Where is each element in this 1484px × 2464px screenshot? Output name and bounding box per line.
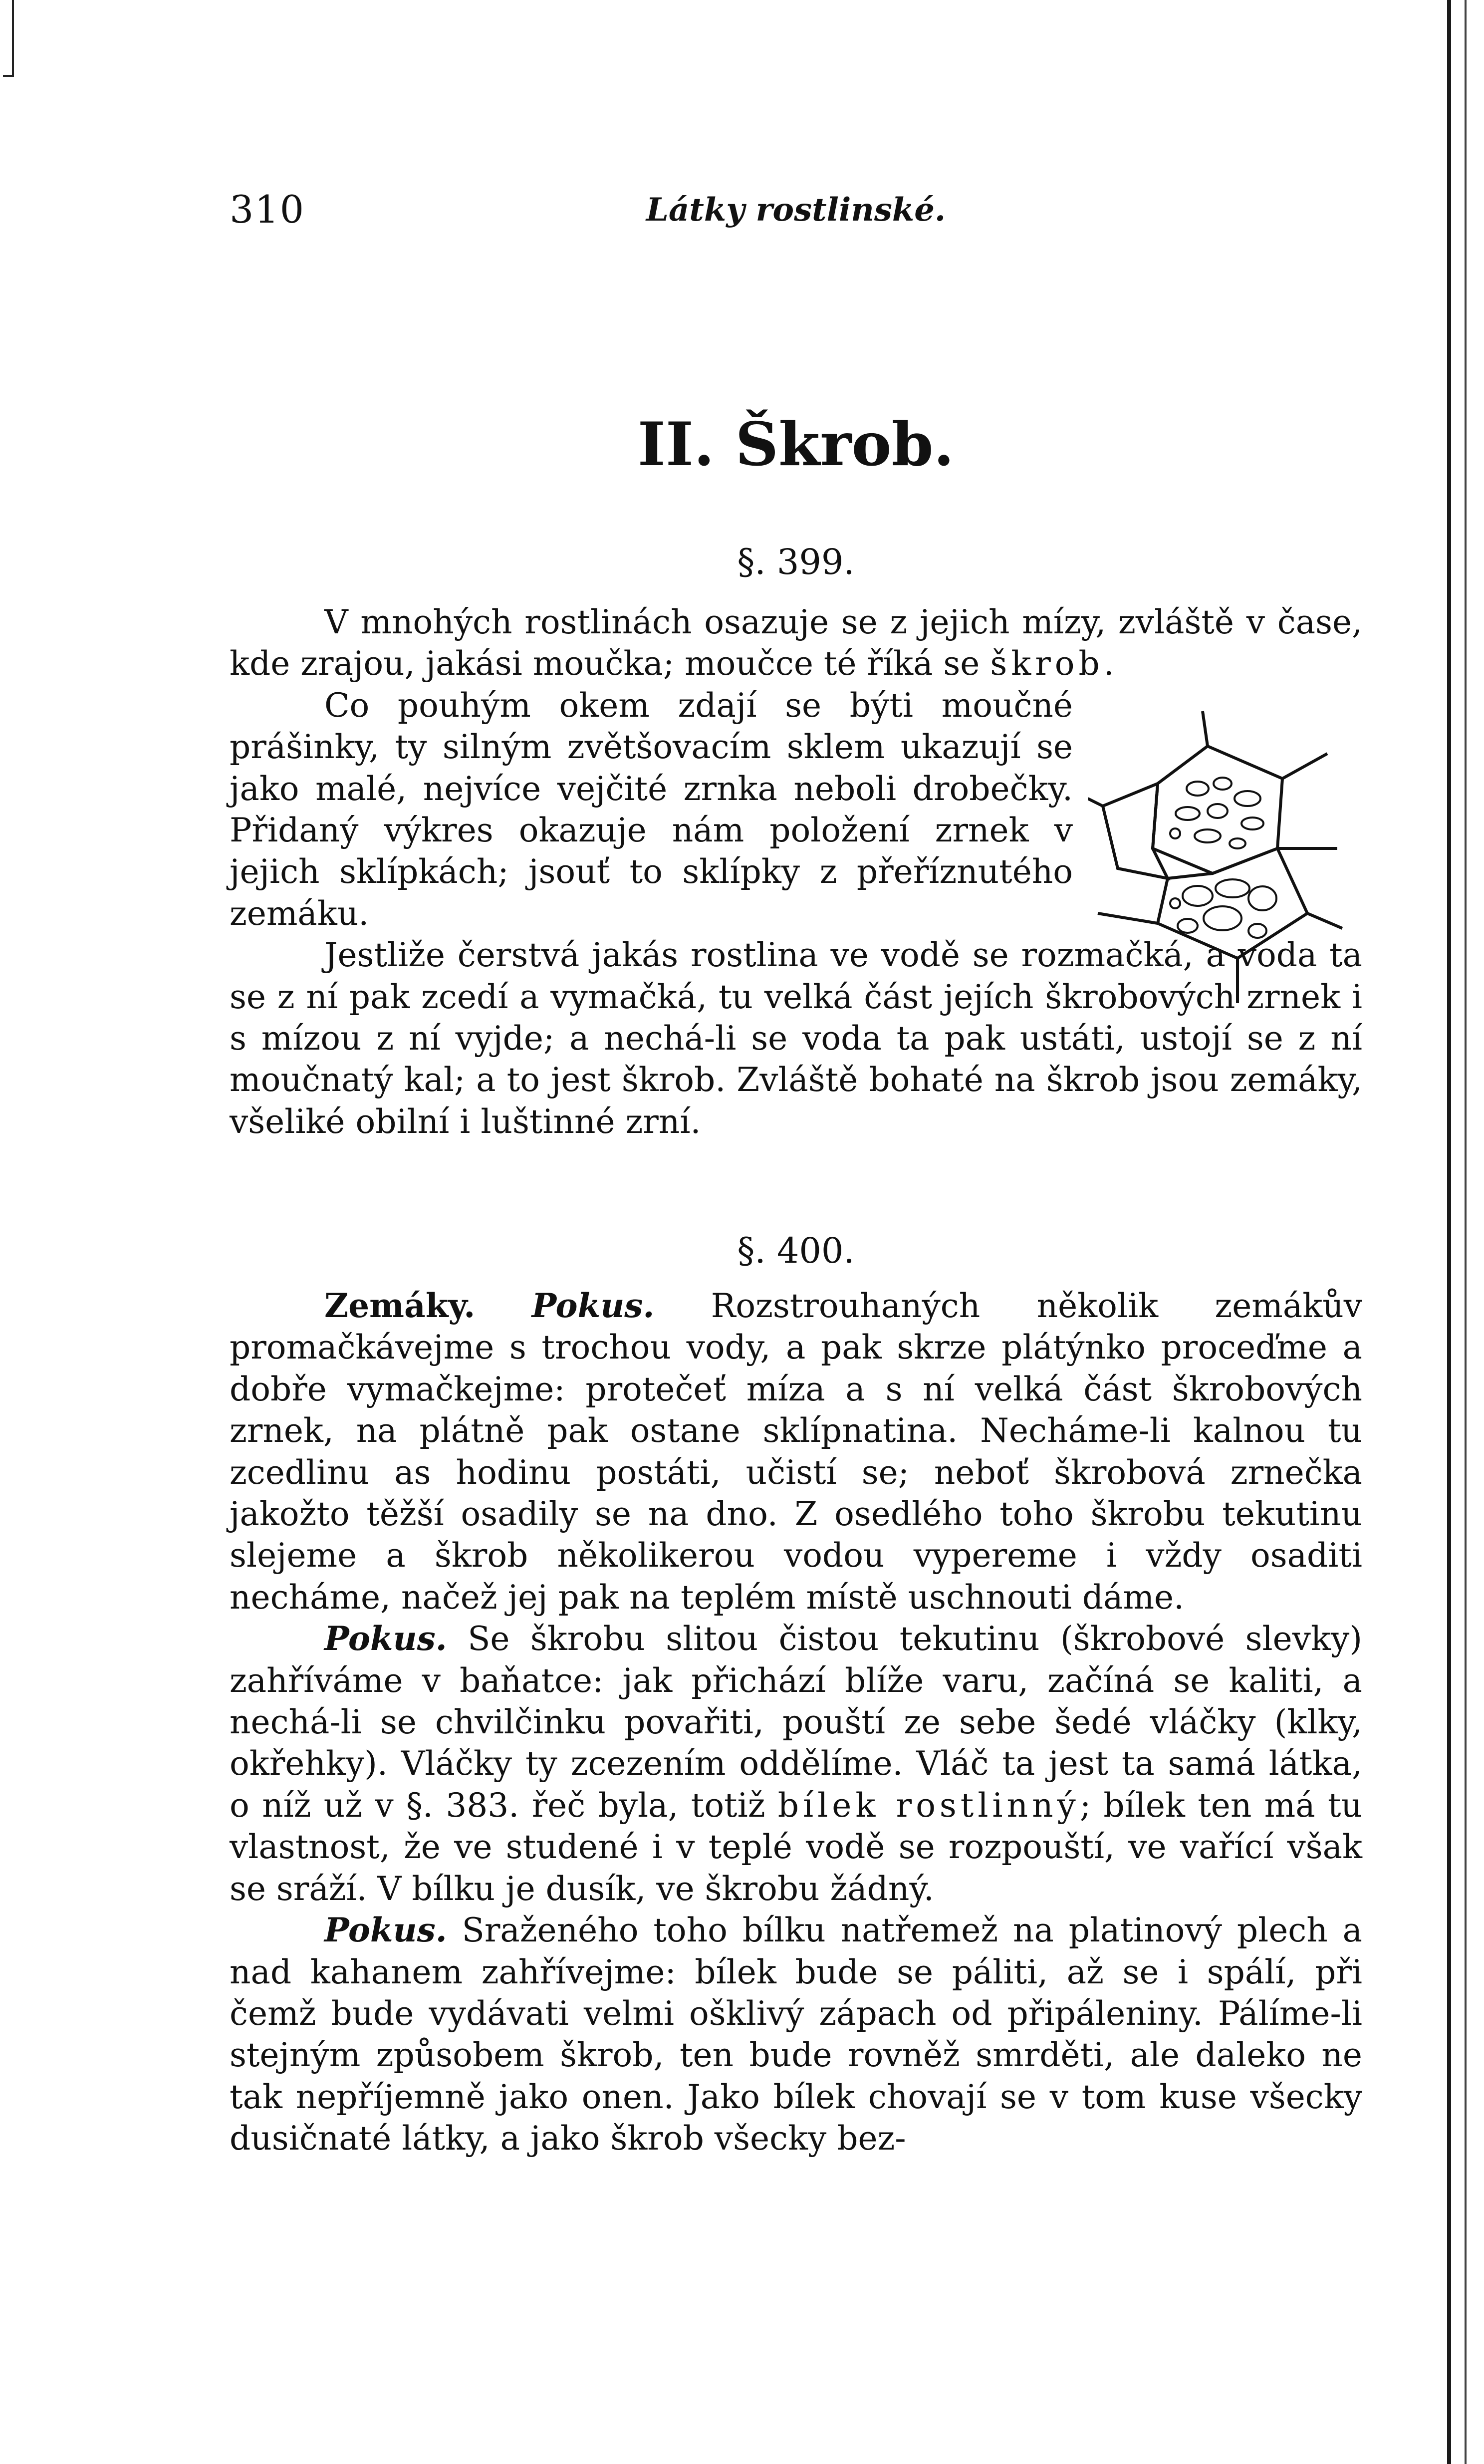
paragraph: Jestliže čerstvá jakás rostlina ve vodě se rozmačká, a voda ta se z ní pak zcedí a vymačká, tu velká část jejích škrobových zrnek i s mízou z ní vyjde; a nechá-li se voda ta pak ustáti, ustojí se z ní moučnatý kal; a to jest škrob. Zvláště bohaté na škrob jsou zemáky, všeliké obilní i luštinné zrní. — [230, 936, 1362, 1141]
italic-lead: Pokus. — [324, 1911, 447, 1950]
wrapped-text-beside-figure — [230, 685, 1362, 1142]
starch-cells-icon — [1088, 699, 1347, 1008]
running-title: Látky rostlinské. — [646, 191, 946, 229]
page-number: 310 — [230, 187, 305, 232]
paragraph-text: Sraženého toho bílku natřemež na platinový plech a nad kahanem zahřívejme: bílek bude se páliti, až se i spálí, při čemž bude vydávati velmi ošklivý zápach od připáleniny. Pálíme-li stejným způsobem škrob, ten bude rovněž smrděti, ale daleko ne tak nepříjemně jako onen. Jako bílek chovají se v tom kuse všecky dusičnaté látky, a jako škrob všecky bez- — [230, 1911, 1363, 2158]
section-heading-399: §. 399. — [737, 542, 855, 582]
page-edge-rule — [1447, 0, 1451, 2464]
paragraph-text: . — [1103, 644, 1114, 683]
spaced-term: bílek rostlinný — [777, 1786, 1080, 1825]
paragraph-text: ; bílek ten má tu vlastnost, že ve studené i v teplé vodě se rozpouští, ve vařící však se sráží. V bílku je dusík, ve škrobu žádný. — [230, 1786, 1362, 1908]
paragraph — [230, 1910, 1362, 2159]
spaced-term: škrob — [990, 644, 1104, 683]
paragraph — [230, 1285, 1362, 1618]
bold-lead: Zemáky. — [324, 1286, 476, 1325]
paragraph: Co pouhým okem zdají se býti moučné prášinky, ty silným zvětšovacím sklem ukazují se jako malé, nejvíce vejčité zrnka neboli drobečky. Přidaný výkres okazuje nám položení zrnek v jejich sklípkách; jsouť to sklípky z přeříznutého zemáku. — [230, 686, 1073, 933]
chapter-title: II. Škrob. — [637, 409, 955, 480]
paragraph-text: Rozstrouhaných několik zemákův promačkávejme s trochou vody, a pak skrze plátýnko proceďme a dobře vymačkejme: protečeť míza a s ní velká část škrobových zrnek, na plátně pak ostane sklípnatina. Necháme-li kalnou tu zcedlinu as hodinu postáti, učistí se; neboť škrobová zrnečka jakožto těžší osadily se na dno. Z osedlého toho škrobu tekutinu slejeme a škrob několikerou vodou vypereme i vždy osaditi necháme, načež jej pak na teplém místě uschnouti dáme. — [230, 1287, 1362, 1617]
page-header — [230, 187, 1362, 237]
paragraph-text: Se škrobu slitou čistou tekutinu (škrobové slevky) zahříváme v baňatce: jak přichází blíže varu, začíná se kaliti, a nechá-li se chvilčinku povařiti, pouští ze sebe šedé vláčky (klky, okřehky). Vláčky ty zcezením oddělíme. Vláč ta jest ta samá látka, o níž už v §. 383. řeč byla, totiž — [230, 1620, 1362, 1825]
section-heading-400: §. 400. — [737, 1230, 855, 1271]
corner-mark — [3, 0, 14, 77]
page-edge-rule-inner — [1465, 0, 1467, 2464]
paragraph-text: V mnohých rostlinách osazuje se z jejich mízy, zvláště v čase, kde zrajou, jakási moučka; moučce té říká se — [230, 603, 1362, 683]
starch-cells-figure — [1088, 699, 1347, 1008]
paragraph — [230, 1618, 1362, 1910]
paragraph — [230, 601, 1362, 685]
section-400-body — [230, 1285, 1362, 2160]
italic-lead: Pokus. — [531, 1286, 655, 1325]
italic-lead: Pokus. — [324, 1619, 447, 1658]
